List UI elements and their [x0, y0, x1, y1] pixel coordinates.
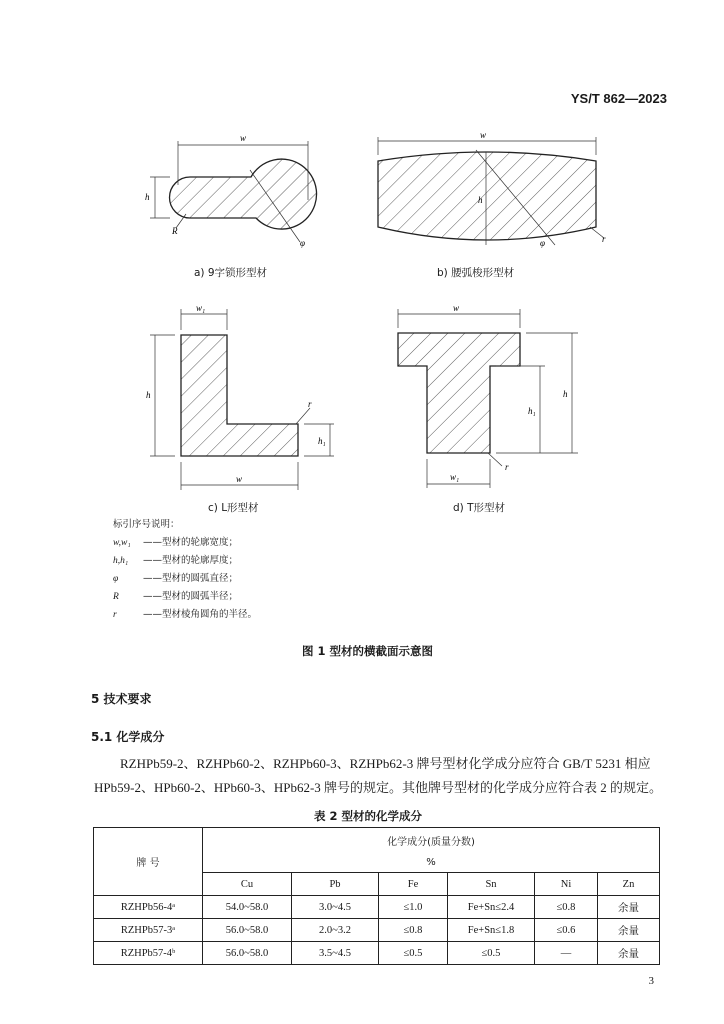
chemical-composition-table — [93, 827, 660, 965]
table-cell: ≤0.8 — [379, 919, 448, 942]
column-header: Ni — [535, 873, 598, 896]
legend-item: R ——型材的圆弧半径； — [113, 591, 239, 602]
table-row — [94, 942, 660, 965]
dim-label-r-b: r — [602, 234, 606, 244]
section-5-heading: 5 技术要求 — [91, 692, 152, 706]
table-row — [94, 919, 660, 942]
dim-label-h-d: h — [563, 389, 568, 399]
composition-header: 化学成分(质量分数) — [203, 828, 660, 853]
t-profile-shape — [398, 333, 520, 453]
table-cell: Fe+Sn≤2.4 — [448, 896, 535, 919]
dim-label-h1-c: h₁ — [318, 436, 326, 446]
legend-title: 标引序号说明： — [113, 519, 180, 530]
table-cell: ≤1.0 — [379, 896, 448, 919]
dim-label-w: w — [240, 133, 247, 143]
dim-label-phi-b: φ — [540, 238, 545, 248]
table-cell: ≤0.8 — [535, 896, 598, 919]
dim-label-h-c: h — [146, 390, 151, 400]
table-cell: 余量 — [598, 896, 660, 919]
section-5-1-heading: 5.1 化学成分 — [91, 730, 165, 744]
legend-item: h,h₁ ——型材的轮廓厚度； — [113, 555, 239, 566]
caption-d: d) T形型材 — [453, 502, 506, 514]
table-cell: ≤0.5 — [448, 942, 535, 965]
page-number: 3 — [648, 975, 654, 987]
dim-label-w1-d: w₁ — [450, 472, 460, 482]
table-cell: ≤0.5 — [379, 942, 448, 965]
caption-b: b) 腰弧梭形型材 — [437, 267, 515, 279]
dim-label-h1-d: h₁ — [528, 406, 536, 416]
dim-label-r-c: r — [308, 399, 312, 409]
grade-cell: RZHPb56-4ᵃ — [94, 896, 203, 919]
table-cell: 余量 — [598, 942, 660, 965]
table-cell: 56.0~58.0 — [203, 919, 292, 942]
caption-a: a) 9字锁形型材 — [194, 267, 268, 279]
paragraph-line-2: HPb59-2、HPb60-2、HPb60-3、HPb62-3 牌号的规定。其他牌号型材的化学成分应符合表 2 的规定。 — [94, 780, 663, 795]
legend-item: w,w₁ ——型材的轮廓宽度； — [113, 537, 239, 548]
figure-title: 图 1 型材的横截面示意图 — [302, 644, 434, 658]
column-header: Fe — [379, 873, 448, 896]
paragraph-line-1: RZHPb59-2、RZHPb60-2、RZHPb60-3、RZHPb62-3 牌号型材化学成分应符合 GB/T 5231 相应 — [120, 756, 651, 771]
lock-profile-shape — [170, 159, 317, 229]
table-cell: 余量 — [598, 919, 660, 942]
dim-label-r-d: r — [505, 462, 509, 472]
unit-header: % — [203, 852, 660, 873]
spindle-profile-shape — [378, 152, 596, 240]
table-cell: — — [535, 942, 598, 965]
column-header: Cu — [203, 873, 292, 896]
body-paragraph — [94, 752, 664, 800]
dim-label-w-d: w — [453, 303, 460, 313]
legend-item: φ ——型材的圆弧直径； — [113, 573, 239, 584]
table-title: 表 2 型材的化学成分 — [314, 809, 423, 823]
dim-label-R: R — [172, 226, 178, 236]
table-cell: ≤0.6 — [535, 919, 598, 942]
table-cell: 2.0~3.2 — [292, 919, 379, 942]
column-header: Zn — [598, 873, 660, 896]
column-header: Sn — [448, 873, 535, 896]
grade-cell: RZHPb57-4ᵇ — [94, 942, 203, 965]
dim-label-phi: φ — [300, 238, 305, 248]
table-row — [94, 896, 660, 919]
dim-label-h: h — [145, 192, 150, 202]
caption-c: c) L形型材 — [208, 502, 259, 514]
table-cell: 3.5~4.5 — [292, 942, 379, 965]
figure-legend — [113, 516, 257, 624]
table-cell: 3.0~4.5 — [292, 896, 379, 919]
grade-cell: RZHPb57-3ᵃ — [94, 919, 203, 942]
table-cell: 54.0~58.0 — [203, 896, 292, 919]
table-cell: Fe+Sn≤1.8 — [448, 919, 535, 942]
grade-header: 牌 号 — [94, 828, 203, 896]
dim-label-w-c: w — [236, 474, 243, 484]
dim-label-w-b: w — [480, 130, 487, 140]
dim-label-w1-c: w₁ — [196, 303, 206, 313]
legend-item: r ——型材棱角圆角的半径。 — [113, 609, 258, 620]
column-header: Pb — [292, 873, 379, 896]
table-cell: 56.0~58.0 — [203, 942, 292, 965]
standard-number: YS/T 862—2023 — [570, 91, 667, 106]
l-profile-shape — [181, 335, 298, 456]
dim-label-h-b: h — [478, 195, 483, 205]
